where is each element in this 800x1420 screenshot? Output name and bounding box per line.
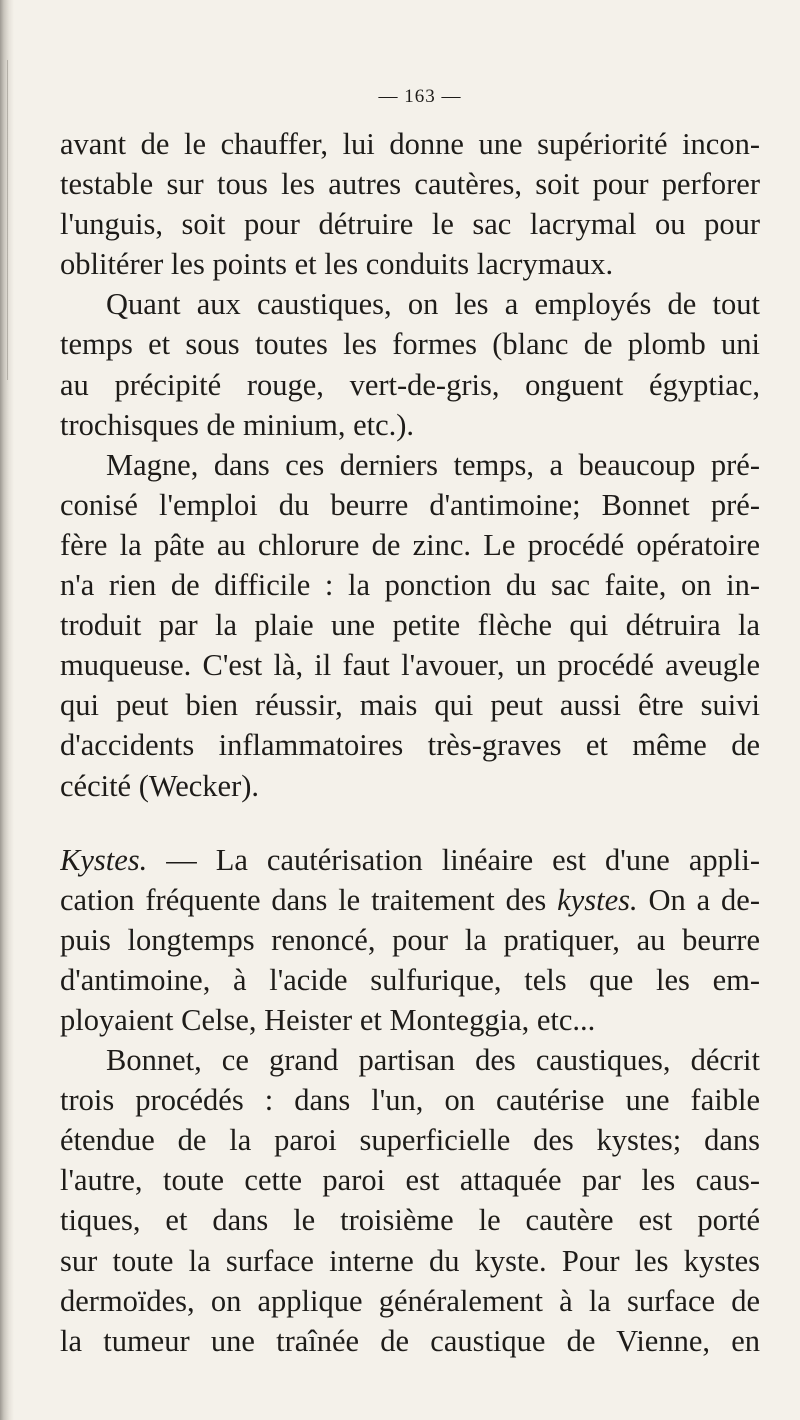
section-heading: Kystes.: [60, 842, 148, 877]
page-number: — 163 —: [378, 86, 462, 107]
text-line: Magne, dans ces derniers temps, a beaucoup pré-: [106, 447, 760, 482]
text-line: [60, 880, 760, 920]
text-line: muqueuse. C'est là, il faut l'avouer, un procédé aveugle: [60, 648, 760, 683]
text-line: trochisques de minium, etc.).: [60, 407, 415, 442]
text-line: sur toute la surface interne du kyste. Pour les kystes: [60, 1243, 760, 1278]
text-line: au précipité rouge, vert-de-gris, onguent égyptiac,: [60, 367, 760, 402]
text-line: cécité (Wecker).: [60, 768, 260, 803]
text-line: fère la pâte au chlorure de zinc. Le procédé opératoire: [60, 527, 760, 562]
text-line: troduit par la plaie une petite flèche qui détruira la: [60, 608, 760, 643]
paragraph-2: [60, 284, 760, 444]
body-text: [60, 124, 760, 1361]
text-line: testable sur tous les autres cautères, soit pour perforer: [60, 167, 760, 202]
text-line: qui peut bien réussir, mais qui peut aussi être suivi: [60, 688, 760, 723]
section-gap: [60, 806, 760, 840]
text-line: l'unguis, soit pour détruire le sac lacrymal ou pour: [60, 207, 760, 242]
text-line: ployaient Celse, Heister et Monteggia, etc...: [60, 1002, 596, 1037]
text-line: puis longtemps renoncé, pour la pratiquer, au beurre: [60, 922, 760, 957]
text-line: tiques, et dans le troisième le cautère est porté: [60, 1203, 760, 1238]
text-fragment: On a de-: [637, 882, 760, 917]
text-line: l'autre, toute cette paroi est attaquée par les caus-: [60, 1163, 760, 1198]
text-line: n'a rien de difficile : la ponction du sac faite, on in-: [60, 568, 760, 603]
text-line: Quant aux caustiques, on les a employés de tout: [106, 287, 760, 322]
paragraph-kystes: [60, 840, 760, 1040]
text-line: oblitérer les points et les conduits lacrymaux.: [60, 247, 614, 282]
text-fragment: cation fréquente dans le traitement des: [60, 882, 558, 917]
paragraph-5: [60, 1040, 760, 1361]
paragraph-3: [60, 445, 760, 806]
text-line: avant de le chauffer, lui donne une supériorité incon-: [60, 127, 760, 161]
paragraph-1: [60, 124, 760, 284]
text-line: la tumeur une traînée de caustique de Vienne, en: [60, 1323, 760, 1358]
text-line: temps et sous toutes les formes (blanc de plomb uni: [60, 327, 760, 362]
text-line: [60, 840, 760, 880]
emphasis-term: kystes.: [557, 882, 638, 917]
text-line: d'antimoine, à l'acide sulfurique, tels que les em-: [60, 962, 760, 997]
text-line: Bonnet, ce grand partisan des caustiques, décrit: [106, 1043, 760, 1078]
text-line: trois procédés : dans l'un, on cautérise une faible: [60, 1083, 760, 1118]
text-line: d'accidents inflammatoires très-graves et même de: [60, 728, 760, 763]
text-line: conisé l'emploi du beurre d'antimoine; Bonnet pré-: [60, 487, 760, 522]
text-line: dermoïdes, on applique généralement à la surface de: [60, 1283, 760, 1318]
page-binding-shadow: [7, 60, 8, 380]
text-line: étendue de la paroi superficielle des kystes; dans: [60, 1123, 760, 1158]
text-fragment: — La cautérisation linéaire est d'une appli-: [147, 842, 760, 877]
